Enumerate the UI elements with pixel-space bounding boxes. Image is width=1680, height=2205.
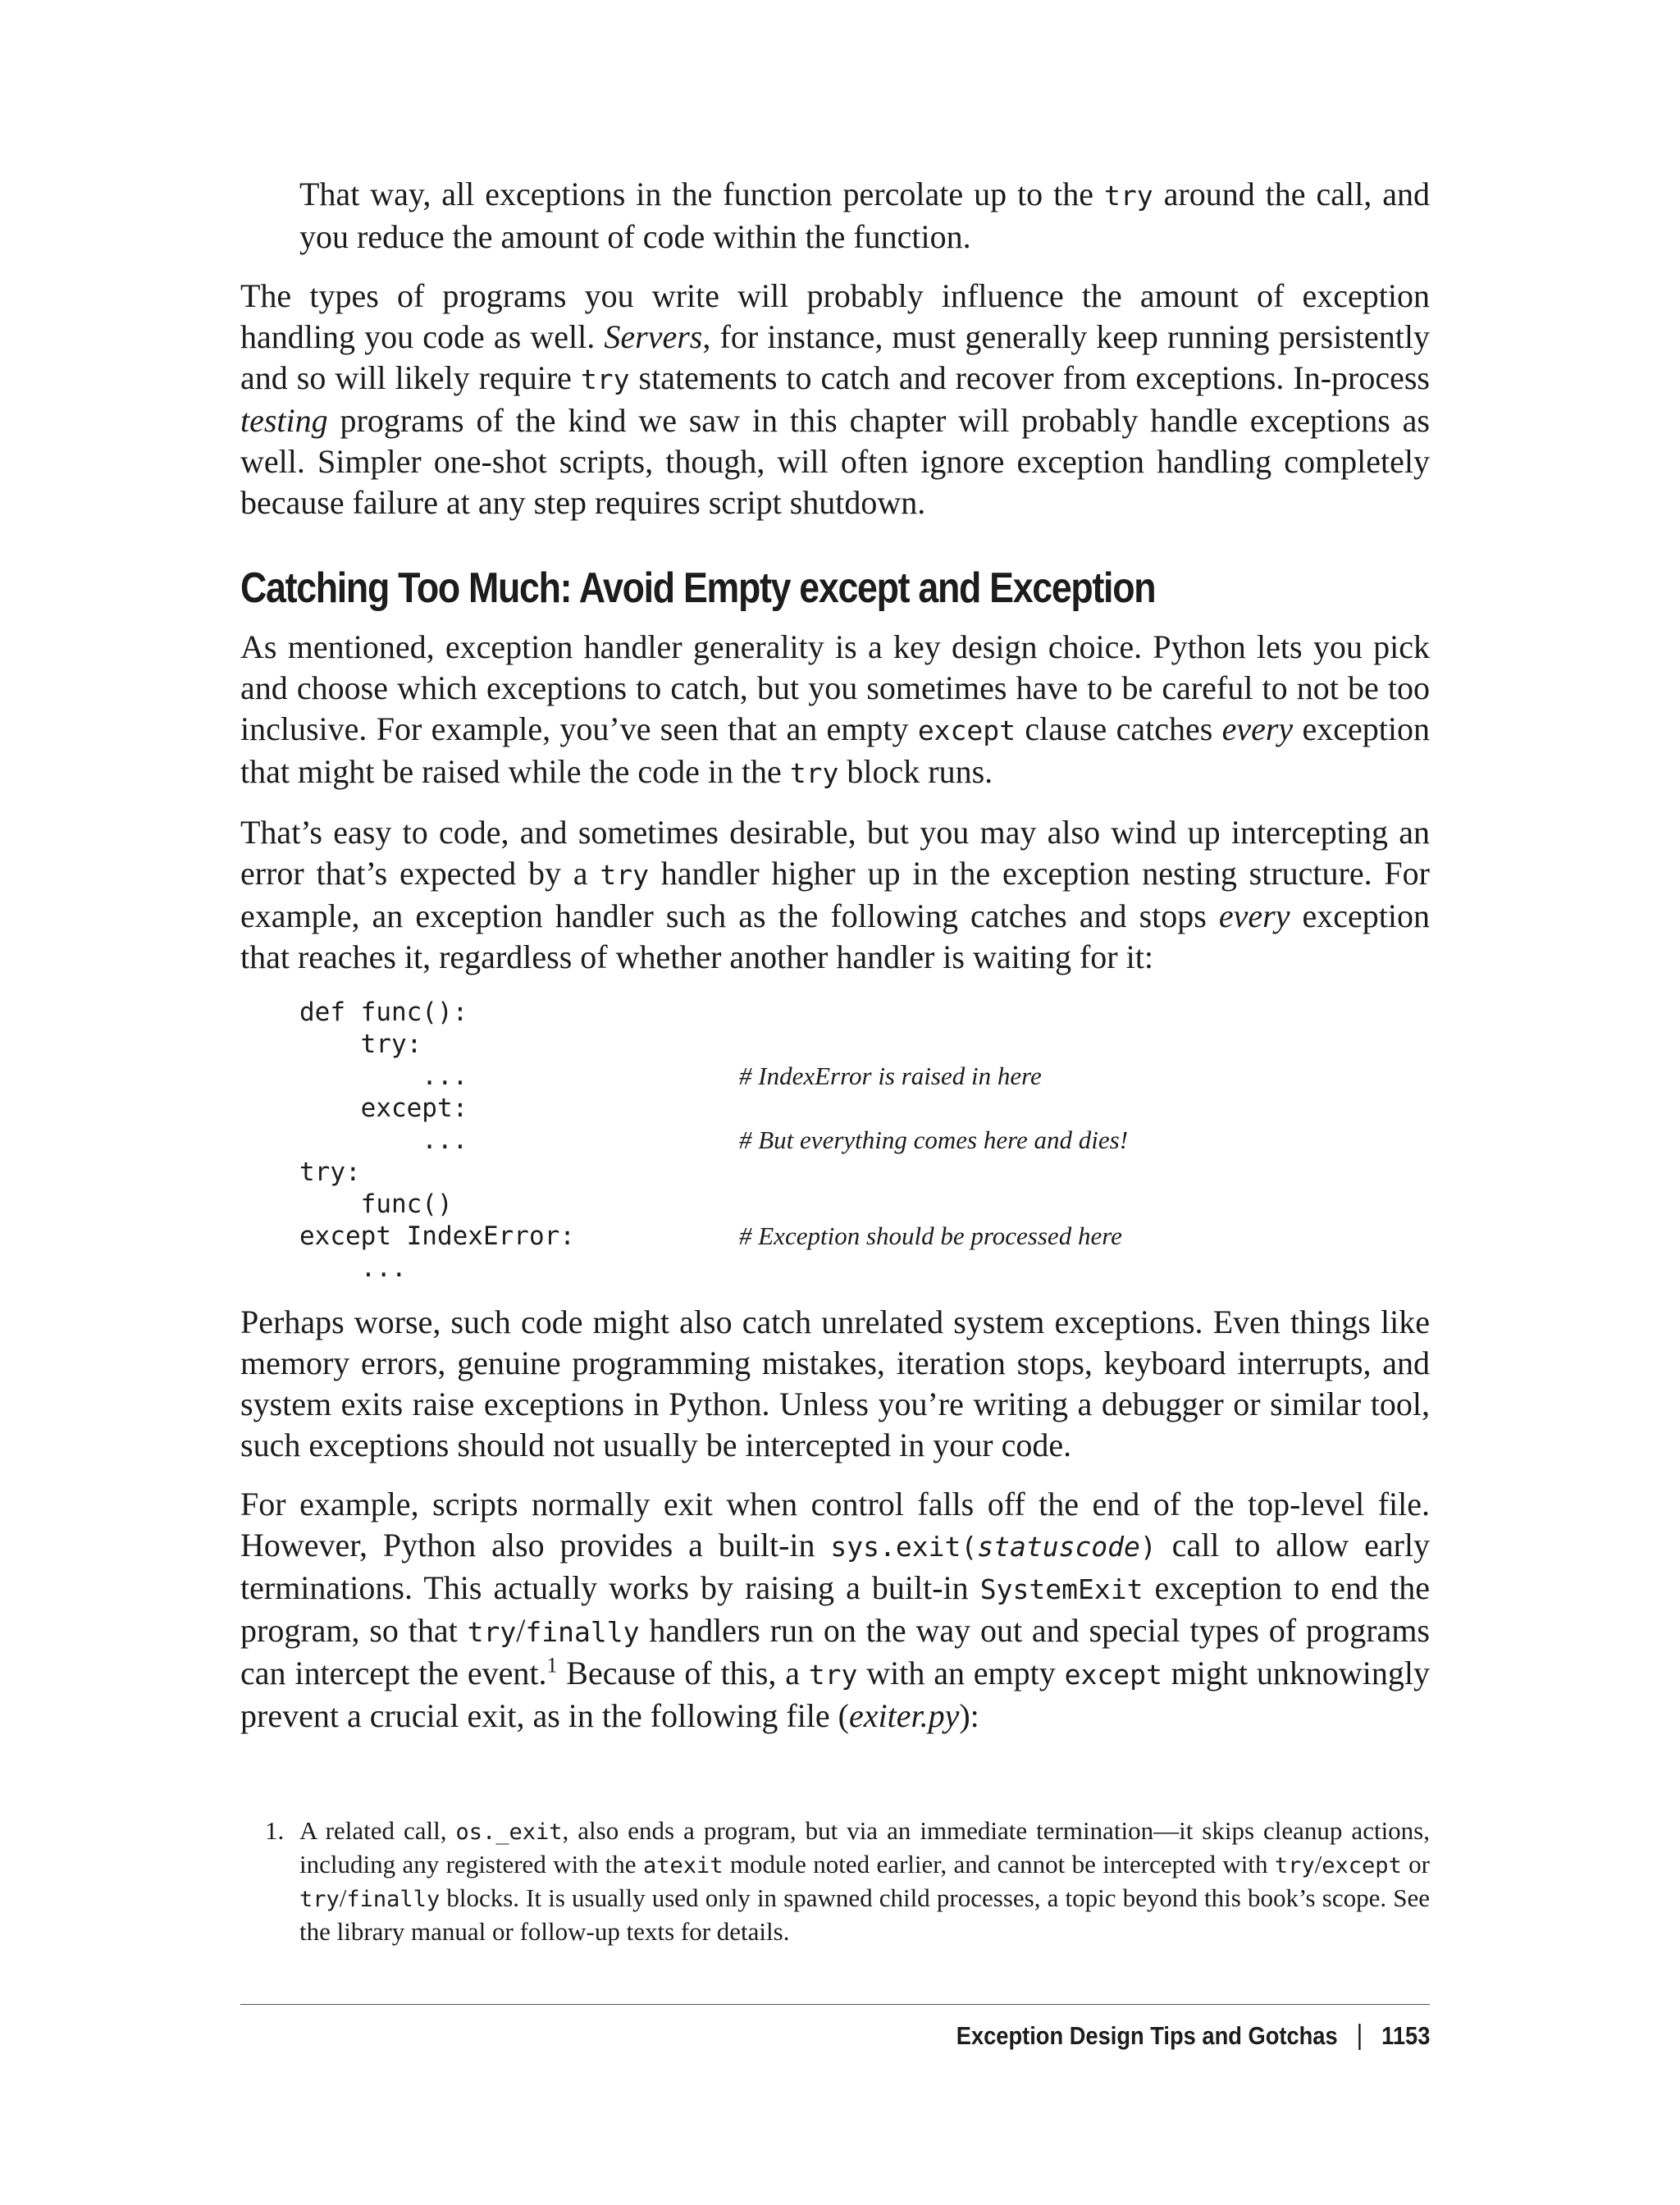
code-comment: # But everything comes here and dies! xyxy=(739,1125,1129,1154)
footnote-text xyxy=(299,1815,1430,1947)
inline-code: try xyxy=(299,1887,340,1912)
text: / xyxy=(516,1612,526,1649)
text: / xyxy=(339,1883,347,1912)
section-heading: Catching Too Much: Avoid Empty except and Exception xyxy=(240,564,1156,612)
text: might unknowingly prevent a crucial exit, as in the following file ( xyxy=(240,1655,1430,1734)
perhaps-worse-paragraph: Perhaps worse, such code might also catch unrelated system exceptions. Even things like memory errors, genuine programming mistakes, iteration stops, keyboard interrupts, and system exits raise exceptions in Python. Unless you’re writing a debugger or similar tool, such exceptions should not usually be intercepted in your code. xyxy=(240,1303,1430,1463)
footnote xyxy=(240,1815,1430,1947)
text: , also ends a program, but via an immediate termination—it skips cleanup actions, including any registered with the xyxy=(299,1816,1430,1879)
sys-exit-paragraph xyxy=(240,1484,1430,1737)
footer-separator: | xyxy=(1356,2020,1363,2051)
inline-code: ) xyxy=(1139,1531,1157,1563)
code-line xyxy=(299,1220,1430,1252)
code-source: try: xyxy=(299,1157,361,1187)
inline-code: atexit xyxy=(642,1853,724,1879)
program-types-paragraph xyxy=(240,276,1430,523)
footer-rule xyxy=(240,2004,1430,2005)
inline-code: try xyxy=(467,1616,517,1648)
text: statements to catch and recover from exceptions. In-process xyxy=(629,359,1430,396)
emphasis: testing xyxy=(240,402,328,439)
code-source: func() xyxy=(299,1189,453,1219)
code-source: except: xyxy=(299,1093,468,1123)
code-line xyxy=(299,1156,1430,1188)
inline-code: except xyxy=(917,714,1016,746)
text: handler higher up in the exception nesting structure. For example, an exception handler such as the following catches and stops xyxy=(240,855,1430,934)
code-line xyxy=(299,1252,1430,1284)
code-source: except IndexError: xyxy=(299,1221,575,1251)
inline-code: try xyxy=(1104,180,1153,212)
code-line xyxy=(299,1188,1430,1220)
running-section-title: Exception Design Tips and Gotchas xyxy=(956,2020,1338,2050)
code-source: ... xyxy=(299,1125,468,1155)
footnote-number: 1. xyxy=(265,1816,285,1845)
code-line xyxy=(299,1028,1430,1060)
text: block runs. xyxy=(838,753,993,790)
text: exception to end the program, so that xyxy=(240,1569,1430,1649)
text: That way, all exceptions in the function percolate up to the xyxy=(299,176,1105,212)
text: handlers run on the way out and special types of programs can intercept the event. xyxy=(240,1612,1430,1691)
inline-code: try xyxy=(600,859,649,891)
page-number: 1153 xyxy=(1381,2020,1430,2050)
inline-code: try xyxy=(580,363,630,395)
code-line xyxy=(299,1092,1430,1124)
emphasis: every xyxy=(1218,897,1290,934)
text: exception that reaches it, regardless of whether another handler is waiting for it: xyxy=(240,897,1430,975)
text: / xyxy=(1314,1850,1322,1879)
intro-paragraph xyxy=(299,174,1430,258)
text: That’s easy to code, and sometimes desirable, but you may also wind up intercepting an error that’s expected by a xyxy=(240,814,1430,892)
page-body xyxy=(240,174,1430,1755)
emphasis: Servers xyxy=(604,318,703,355)
text: Because of this, a xyxy=(557,1655,809,1691)
text: blocks. It is usually used only in spawned child processes, a topic beyond this book’s scope. See the library manual or follow-up texts for details. xyxy=(299,1883,1430,1946)
inline-code: os._exit xyxy=(455,1819,563,1845)
code-comment: # IndexError is raised in here xyxy=(739,1061,1042,1090)
footnote-reference[interactable]: 1 xyxy=(546,1653,558,1678)
code-source: ... xyxy=(299,1061,468,1091)
code-source: try: xyxy=(299,1029,422,1059)
mentioned-paragraph xyxy=(240,627,1430,794)
inline-code: try xyxy=(808,1659,858,1691)
text: exception that might be raised while the code in the xyxy=(240,710,1430,790)
text: , for instance, must generally keep running persistently and so will likely require xyxy=(240,318,1430,396)
text: As mentioned, exception handler generality is a key design choice. Python lets you pick and choose which exceptions to catch, but you sometimes have to be careful to not be too inclusive. For example, you’ve seen that an empty xyxy=(240,628,1430,747)
code-block xyxy=(299,996,1430,1284)
inline-code: except xyxy=(1322,1853,1402,1879)
inline-code-italic: statuscode xyxy=(977,1531,1140,1563)
inline-code: finally xyxy=(525,1616,640,1648)
inline-code: try xyxy=(789,757,839,789)
text: module noted earlier, and cannot be intercepted with xyxy=(723,1850,1275,1879)
emphasis: every xyxy=(1221,710,1294,747)
text: call to allow early terminations. This actually works by raising a built-in xyxy=(240,1527,1431,1606)
inline-code: except xyxy=(1064,1659,1162,1691)
code-line xyxy=(299,1060,1430,1092)
text: ): xyxy=(959,1697,979,1734)
code-source: ... xyxy=(299,1253,407,1283)
text: A related call, xyxy=(299,1816,456,1845)
text: clause catches xyxy=(1016,710,1222,747)
page-footer xyxy=(956,2020,1430,2052)
code-source: def func(): xyxy=(299,997,468,1027)
text: The types of programs you write will probably influence the amount of exception handling you code as well. xyxy=(240,277,1430,355)
text: or xyxy=(1401,1850,1430,1879)
text: around the call, and you reduce the amount of code within the function. xyxy=(299,176,1431,255)
inline-code: SystemExit xyxy=(979,1573,1144,1605)
code-line xyxy=(299,1124,1430,1156)
text: with an empty xyxy=(857,1655,1065,1691)
code-line xyxy=(299,996,1430,1028)
inline-code: finally xyxy=(346,1887,441,1912)
text: For example, scripts normally exit when control falls off the end of the top-level file. However, Python also provides a built-in xyxy=(240,1486,1430,1564)
inline-code: sys.exit( xyxy=(830,1531,978,1563)
easy-to-code-paragraph xyxy=(240,812,1430,978)
filename: exiter.py xyxy=(848,1697,960,1734)
inline-code: try xyxy=(1274,1853,1315,1879)
code-comment: # Exception should be processed here xyxy=(739,1221,1122,1250)
text: programs of the kind we saw in this chapter will probably handle exceptions as well. Simpler one-shot scripts, though, will often ignore exception handling completely because failure at any step requires script shutdown. xyxy=(240,402,1430,521)
